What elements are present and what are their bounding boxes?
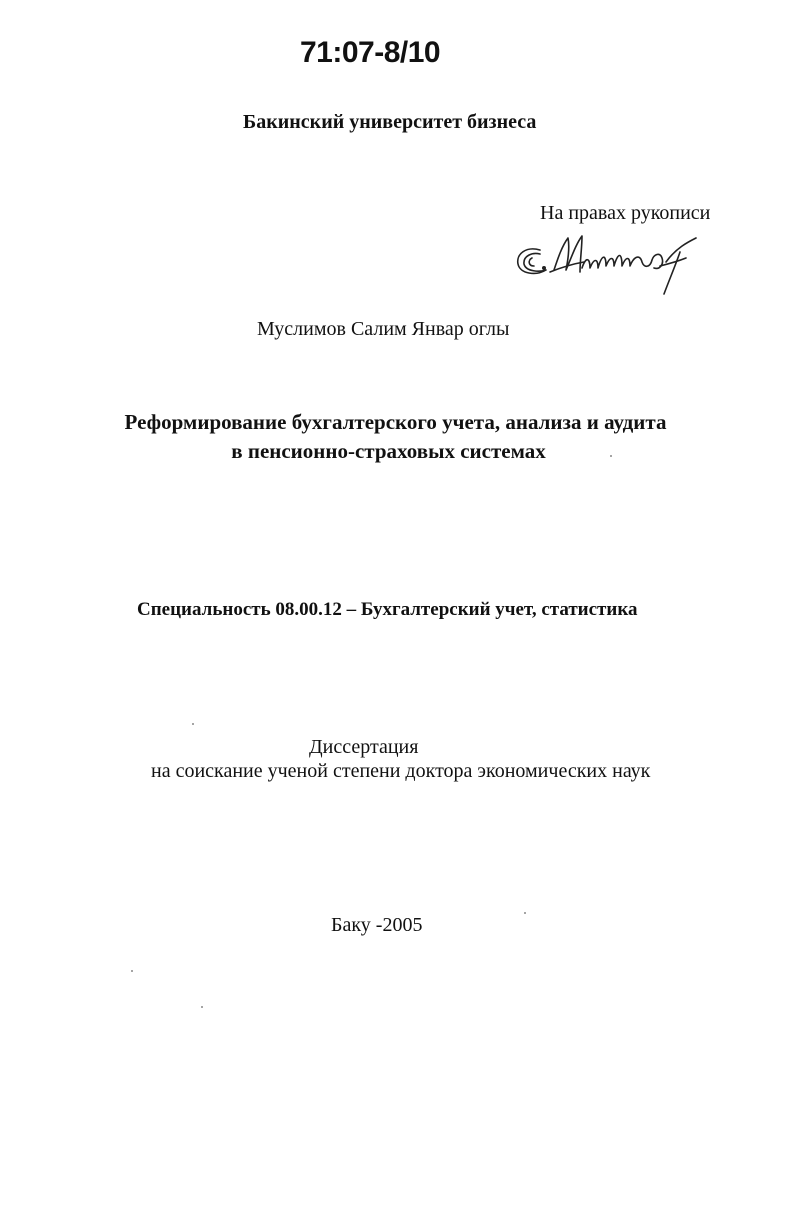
catalog-code: 71:07-8/10 bbox=[300, 36, 441, 69]
dissertation-title-line-1: Реформирование бухгалтерского учета, анализа и аудита bbox=[124, 410, 667, 434]
degree-sought: на соискание ученой степени доктора экономических наук bbox=[151, 760, 651, 782]
city-and-year: Баку -2005 bbox=[331, 914, 423, 936]
institution-name: Бакинский университет бизнеса bbox=[243, 111, 537, 133]
scan-speck bbox=[610, 455, 612, 457]
dissertation-title-line-2: в пенсионно-страховых системах bbox=[231, 439, 546, 463]
scan-speck bbox=[201, 1006, 203, 1008]
author-name: Муслимов Салим Январ оглы bbox=[257, 318, 510, 340]
author-signature bbox=[510, 228, 702, 298]
speciality-line: Специальность 08.00.12 – Бухгалтерский учет, статистика bbox=[137, 599, 638, 620]
dissertation-type: Диссертация bbox=[309, 736, 419, 758]
manuscript-rights-note: На правах рукописи bbox=[540, 202, 711, 224]
scan-speck bbox=[524, 912, 526, 914]
scan-speck bbox=[192, 723, 194, 725]
scan-speck bbox=[131, 970, 133, 972]
